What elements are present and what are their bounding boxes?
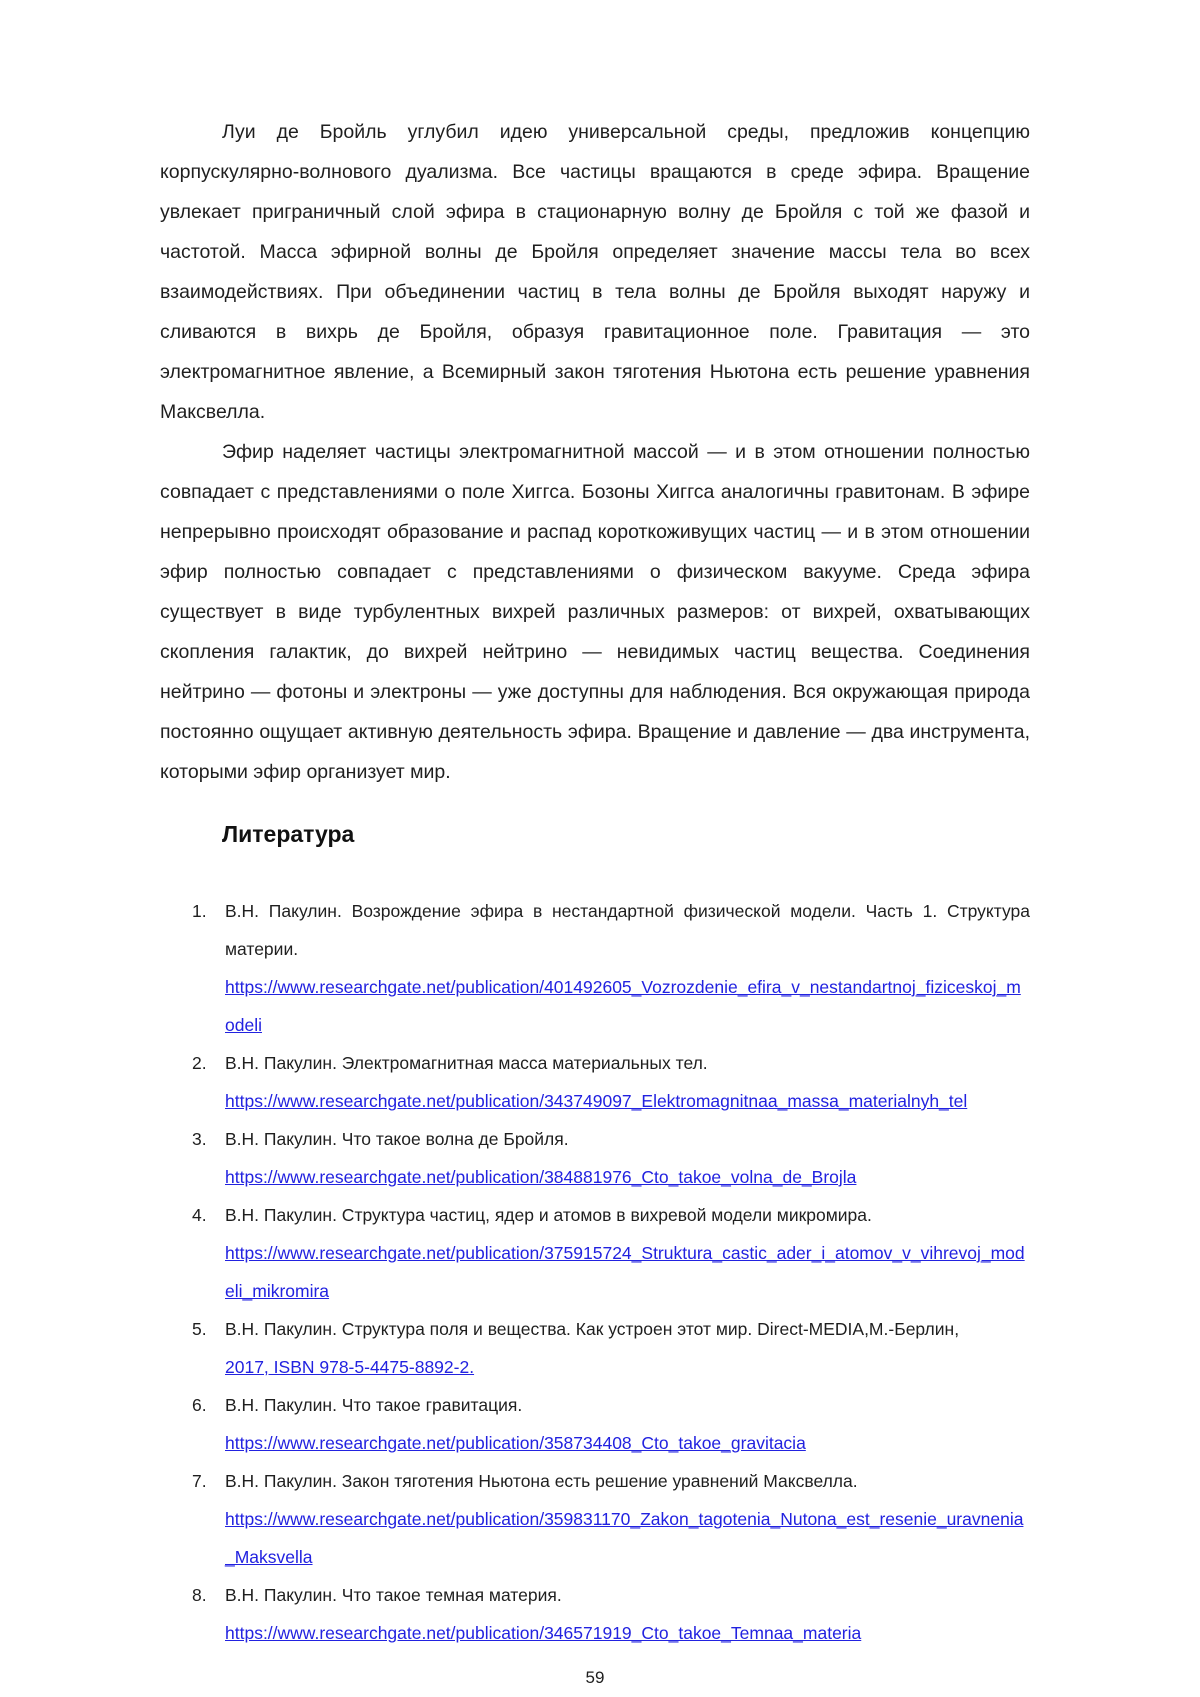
reference-item [192, 1386, 1030, 1462]
literature-heading: Литература [222, 821, 355, 847]
reference-link[interactable]: https://www.researchgate.net/publication/358734408_Cto_takoe_gravitacia [225, 1433, 806, 1453]
reference-link[interactable]: https://www.researchgate.net/publication/343749097_Elektromagnitnaa_massa_materialnyh_tel [225, 1091, 968, 1111]
reference-title: В.Н. Пакулин. Электромагнитная масса материальных тел. [225, 1053, 708, 1073]
reference-item [192, 1120, 1030, 1196]
reference-title: В.Н. Пакулин. Структура поля и вещества. Как устроен этот мир. Direct-MEDIA,М.-Берлин, [225, 1319, 960, 1339]
paragraph-de-broglie: Луи де Бройль углубил идею универсальной среды, предложив концепцию корпускулярно-волнового дуализма. Все частицы вращаются в среде эфира. Вращение увлекает приграничный слой эфира в стационарную волну де Бройля с той же фазой и частотой. Масса эфирной волны де Бройля определяет значение массы тела во всех взаимодействиях. При объединении частиц в тела волны де Бройля выходят наружу и сливаются в вихрь де Бройля, образуя гравитационное поле. Гравитация — это электромагнитное явление, а Всемирный закон тяготения Ньютона есть решение уравнения Максвелла. [160, 121, 1030, 423]
reference-link[interactable]: 2017, ISBN 978-5-4475-8892-2. [225, 1357, 475, 1377]
reference-link[interactable]: https://www.researchgate.net/publication/384881976_Cto_takoe_volna_de_Brojla [225, 1167, 857, 1187]
reference-number: 1. [192, 901, 207, 921]
reference-link[interactable]: https://www.researchgate.net/publication/346571919_Cto_takoe_Temnaa_materia [225, 1623, 862, 1643]
reference-title: В.Н. Пакулин. Закон тяготения Ньютона есть решение уравнений Максвелла. [225, 1471, 858, 1491]
paragraph-ether: Эфир наделяет частицы электромагнитной массой — и в этом отношении полностью совпадает с представлениями о поле Хиггса. Бозоны Хиггса аналогичны гравитонам. В эфире непрерывно происходят образование и распад короткоживущих частиц — и в этом отношении эфир полностью совпадает с представлениями о физическом вакууме. Среда эфира существует в виде турбулентных вихрей различных размеров: от вихрей, охватывающих скопления галактик, до вихрей нейтрино — невидимых частиц вещества. Соединения нейтрино — фотоны и электроны — уже доступны для наблюдения. Вся окружающая природа постоянно ощущает активную деятельность эфира. Вращение и давление — два инструмента, которыми эфир организует мир. [160, 441, 1030, 783]
reference-title: В.Н. Пакулин. Структура частиц, ядер и атомов в вихревой модели микромира. [225, 1205, 872, 1225]
reference-item [192, 1576, 1030, 1652]
reference-list [192, 892, 1030, 1652]
reference-title: В.Н. Пакулин. Что такое гравитация. [225, 1395, 523, 1415]
reference-number: 4. [192, 1205, 207, 1225]
reference-item [192, 1462, 1030, 1576]
reference-link[interactable]: https://www.researchgate.net/publication/401492605_Vozrozdenie_efira_v_nestandartnoj_fiziceskoj_modeli [225, 977, 1021, 1035]
reference-item [192, 1196, 1030, 1310]
reference-number: 6. [192, 1395, 207, 1415]
reference-link[interactable]: https://www.researchgate.net/publication/375915724_Struktura_castic_ader_i_atomov_v_vihrevoj_modeli_mikromira [225, 1243, 1025, 1301]
reference-item [192, 1310, 1030, 1386]
reference-number: 2. [192, 1053, 207, 1073]
reference-link[interactable]: https://www.researchgate.net/publication/359831170_Zakon_tagotenia_Nutona_est_resenie_uravnenia_Maksvella [225, 1509, 1024, 1567]
reference-item [192, 892, 1030, 1044]
reference-title: В.Н. Пакулин. Что такое темная материя. [225, 1585, 562, 1605]
page-number: 59 [585, 1668, 605, 1687]
reference-title: В.Н. Пакулин. Что такое волна де Бройля. [225, 1129, 569, 1149]
reference-number: 3. [192, 1129, 207, 1149]
reference-title: В.Н. Пакулин. Возрождение эфира в нестандартной физической модели. Часть 1. Структура материи. [225, 901, 1030, 959]
reference-number: 8. [192, 1585, 207, 1605]
reference-number: 7. [192, 1471, 207, 1491]
reference-number: 5. [192, 1319, 207, 1339]
reference-item [192, 1044, 1030, 1120]
